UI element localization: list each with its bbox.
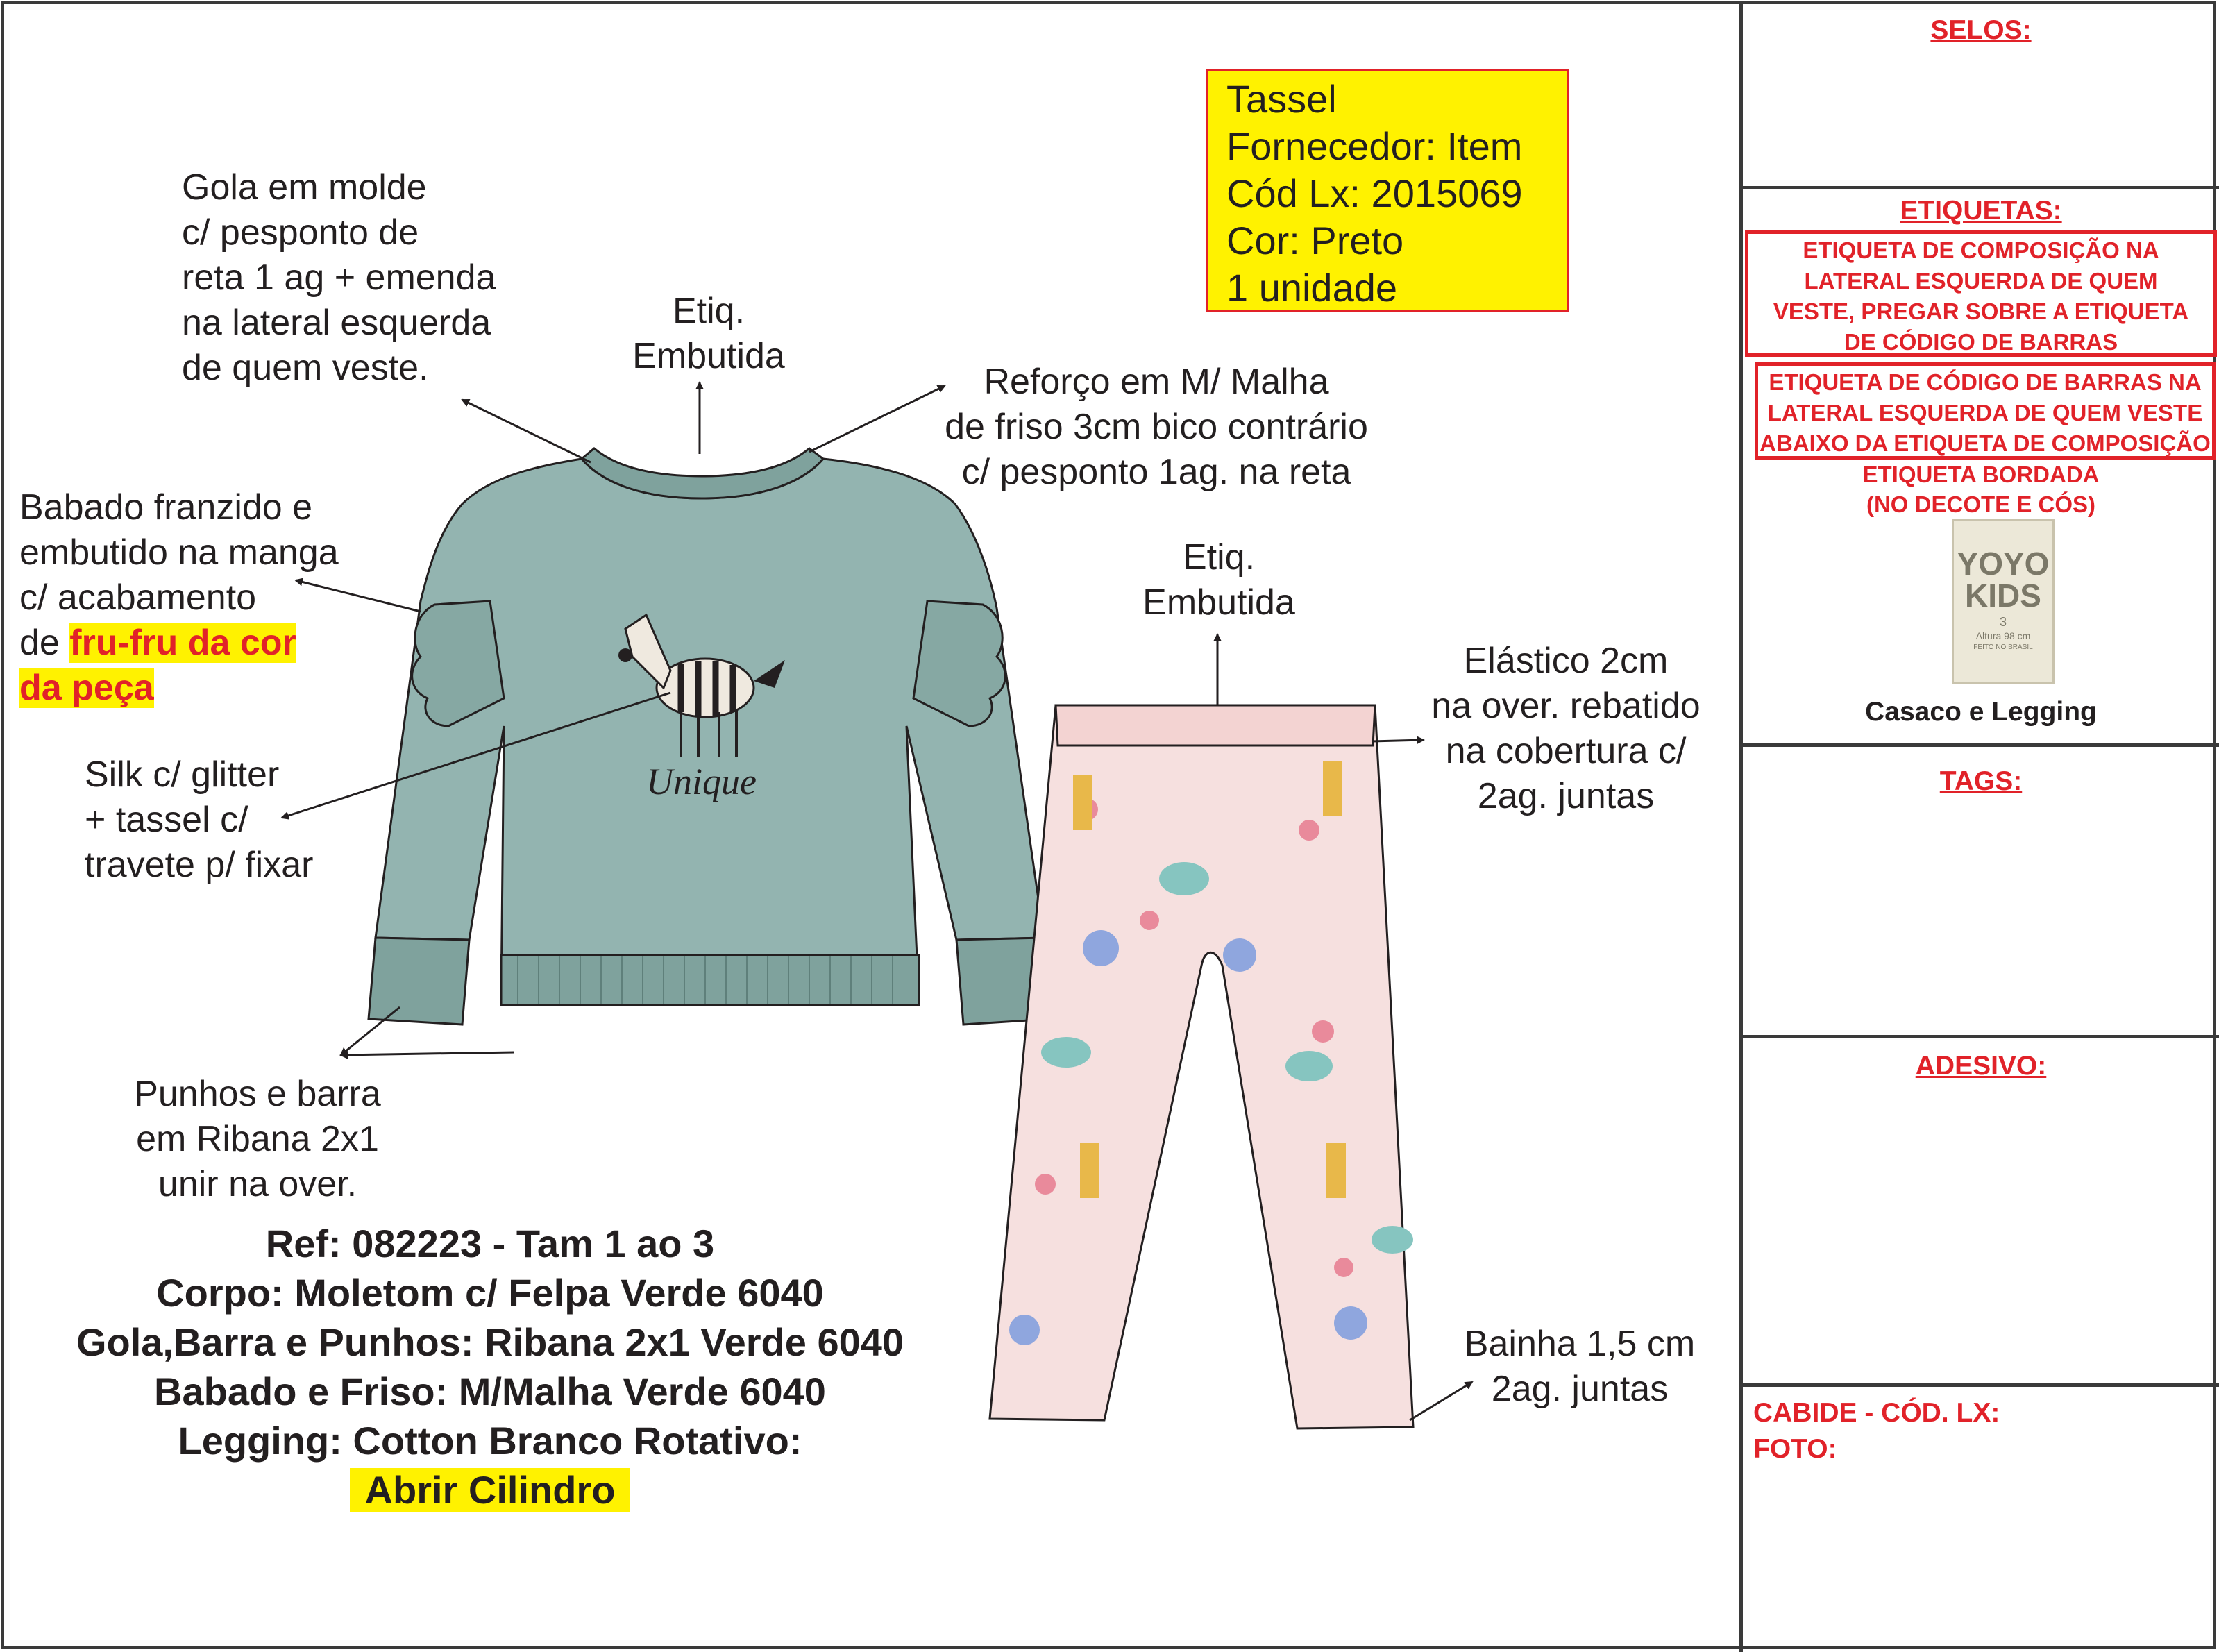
divider-etiquetas: [1743, 743, 2219, 747]
embroidered-label: [1952, 519, 2055, 684]
callout-reforco: Reforço em M/ Malha de friso 3cm bico contrário c/ pesponto 1ag. na reta: [945, 362, 1368, 492]
spec-gola: Gola,Barra e Punhos: Ribana 2x1 Verde 6040: [76, 1320, 904, 1364]
callout-bainha: Bainha 1,5 cm 2ag. juntas: [1464, 1324, 1696, 1409]
sweater-drawing: [369, 448, 1051, 1025]
callout-punhos: Punhos e barra em Ribana 2x1 unir na over.: [134, 1074, 381, 1204]
callout-etiq-sweater: Etiq. Embutida: [632, 291, 785, 376]
etiqueta-composicao-box: ETIQUETA DE COMPOSIÇÃO NA LATERAL ESQUERDA DE QUEM VESTE, PREGAR SOBRE A ETIQUETA DE CÓDIGO DE BARRAS: [1745, 230, 2217, 357]
adesivo-title: ADESIVO:: [1915, 1051, 2047, 1081]
quantity-line: 1 unidade: [1226, 266, 1398, 310]
callout-gola: Gola em molde c/ pesponto de reta 1 ag + emenda na lateral esquerda de quem veste.: [182, 167, 496, 388]
label-caption: Casaco e Legging: [1865, 697, 2097, 727]
legging-drawing: [990, 705, 1413, 1428]
etiqueta-barras-box: ETIQUETA DE CÓDIGO DE BARRAS NA LATERAL ESQUERDA DE QUEM VESTE ABAIXO DA ETIQUETA DE COMPOSIÇÃO: [1755, 362, 2216, 460]
tech-sheet-frame: [1, 1, 2216, 1649]
print-text: Unique: [646, 761, 757, 802]
supplier-line: Fornecedor: Item: [1226, 124, 1523, 168]
callout-elastico: Elástico 2cm na over. rebatido na cobertura c/ 2ag. juntas: [1431, 641, 1701, 816]
etiqueta-bordada-text: ETIQUETA BORDADA (NO DECOTE E CÓS): [1862, 462, 2100, 517]
selos-title: SELOS:: [1930, 15, 2032, 45]
label-brand-kids: KIDS: [1965, 578, 2041, 614]
code-line: Cód Lx: 2015069: [1226, 171, 1523, 215]
sidebar-divider: [1739, 4, 1743, 1652]
spec-legging: Legging: Cotton Branco Rotativo:: [178, 1419, 802, 1463]
highlight-cor-peca: da peça: [19, 668, 154, 708]
divider-tags: [1743, 1035, 2219, 1038]
tassel-info-box: [1206, 69, 1569, 312]
spec-corpo: Corpo: Moletom c/ Felpa Verde 6040: [156, 1271, 824, 1315]
abrir-cilindro-highlight: Abrir Cilindro: [350, 1468, 631, 1512]
callout-silk: Silk c/ glitter + tassel c/ travete p/ fixar: [85, 755, 314, 885]
label-size: 3: [1999, 615, 2007, 629]
callout-babado: Babado franzido e embutido na manga c/ acabamento de fru-fru da cor da peça: [19, 487, 339, 708]
label-brand-yoyo: YOYO: [1957, 546, 2050, 582]
spec-abrir: [4, 1465, 976, 1515]
divider-selos: [1743, 186, 2219, 189]
highlight-frufru: fru-fru da cor: [69, 623, 296, 663]
etiquetas-title: ETIQUETAS:: [1900, 196, 2062, 226]
spec-babado: Babado e Friso: M/Malha Verde 6040: [154, 1369, 826, 1413]
cabide-text: CABIDE - CÓD. LX: FOTO:: [1753, 1398, 2000, 1464]
tassel-line: Tassel: [1226, 77, 1337, 121]
label-origin: FEITO NO BRASIL: [1973, 643, 2033, 651]
callout-etiq-legging: Etiq. Embutida: [1142, 537, 1295, 623]
label-height: Altura 98 cm: [1975, 630, 2031, 641]
spec-ref: Ref: 082223 - Tam 1 ao 3: [265, 1222, 715, 1265]
tags-title: TAGS:: [1939, 766, 2023, 796]
color-line: Cor: Preto: [1226, 219, 1404, 262]
divider-adesivo: [1743, 1383, 2219, 1387]
